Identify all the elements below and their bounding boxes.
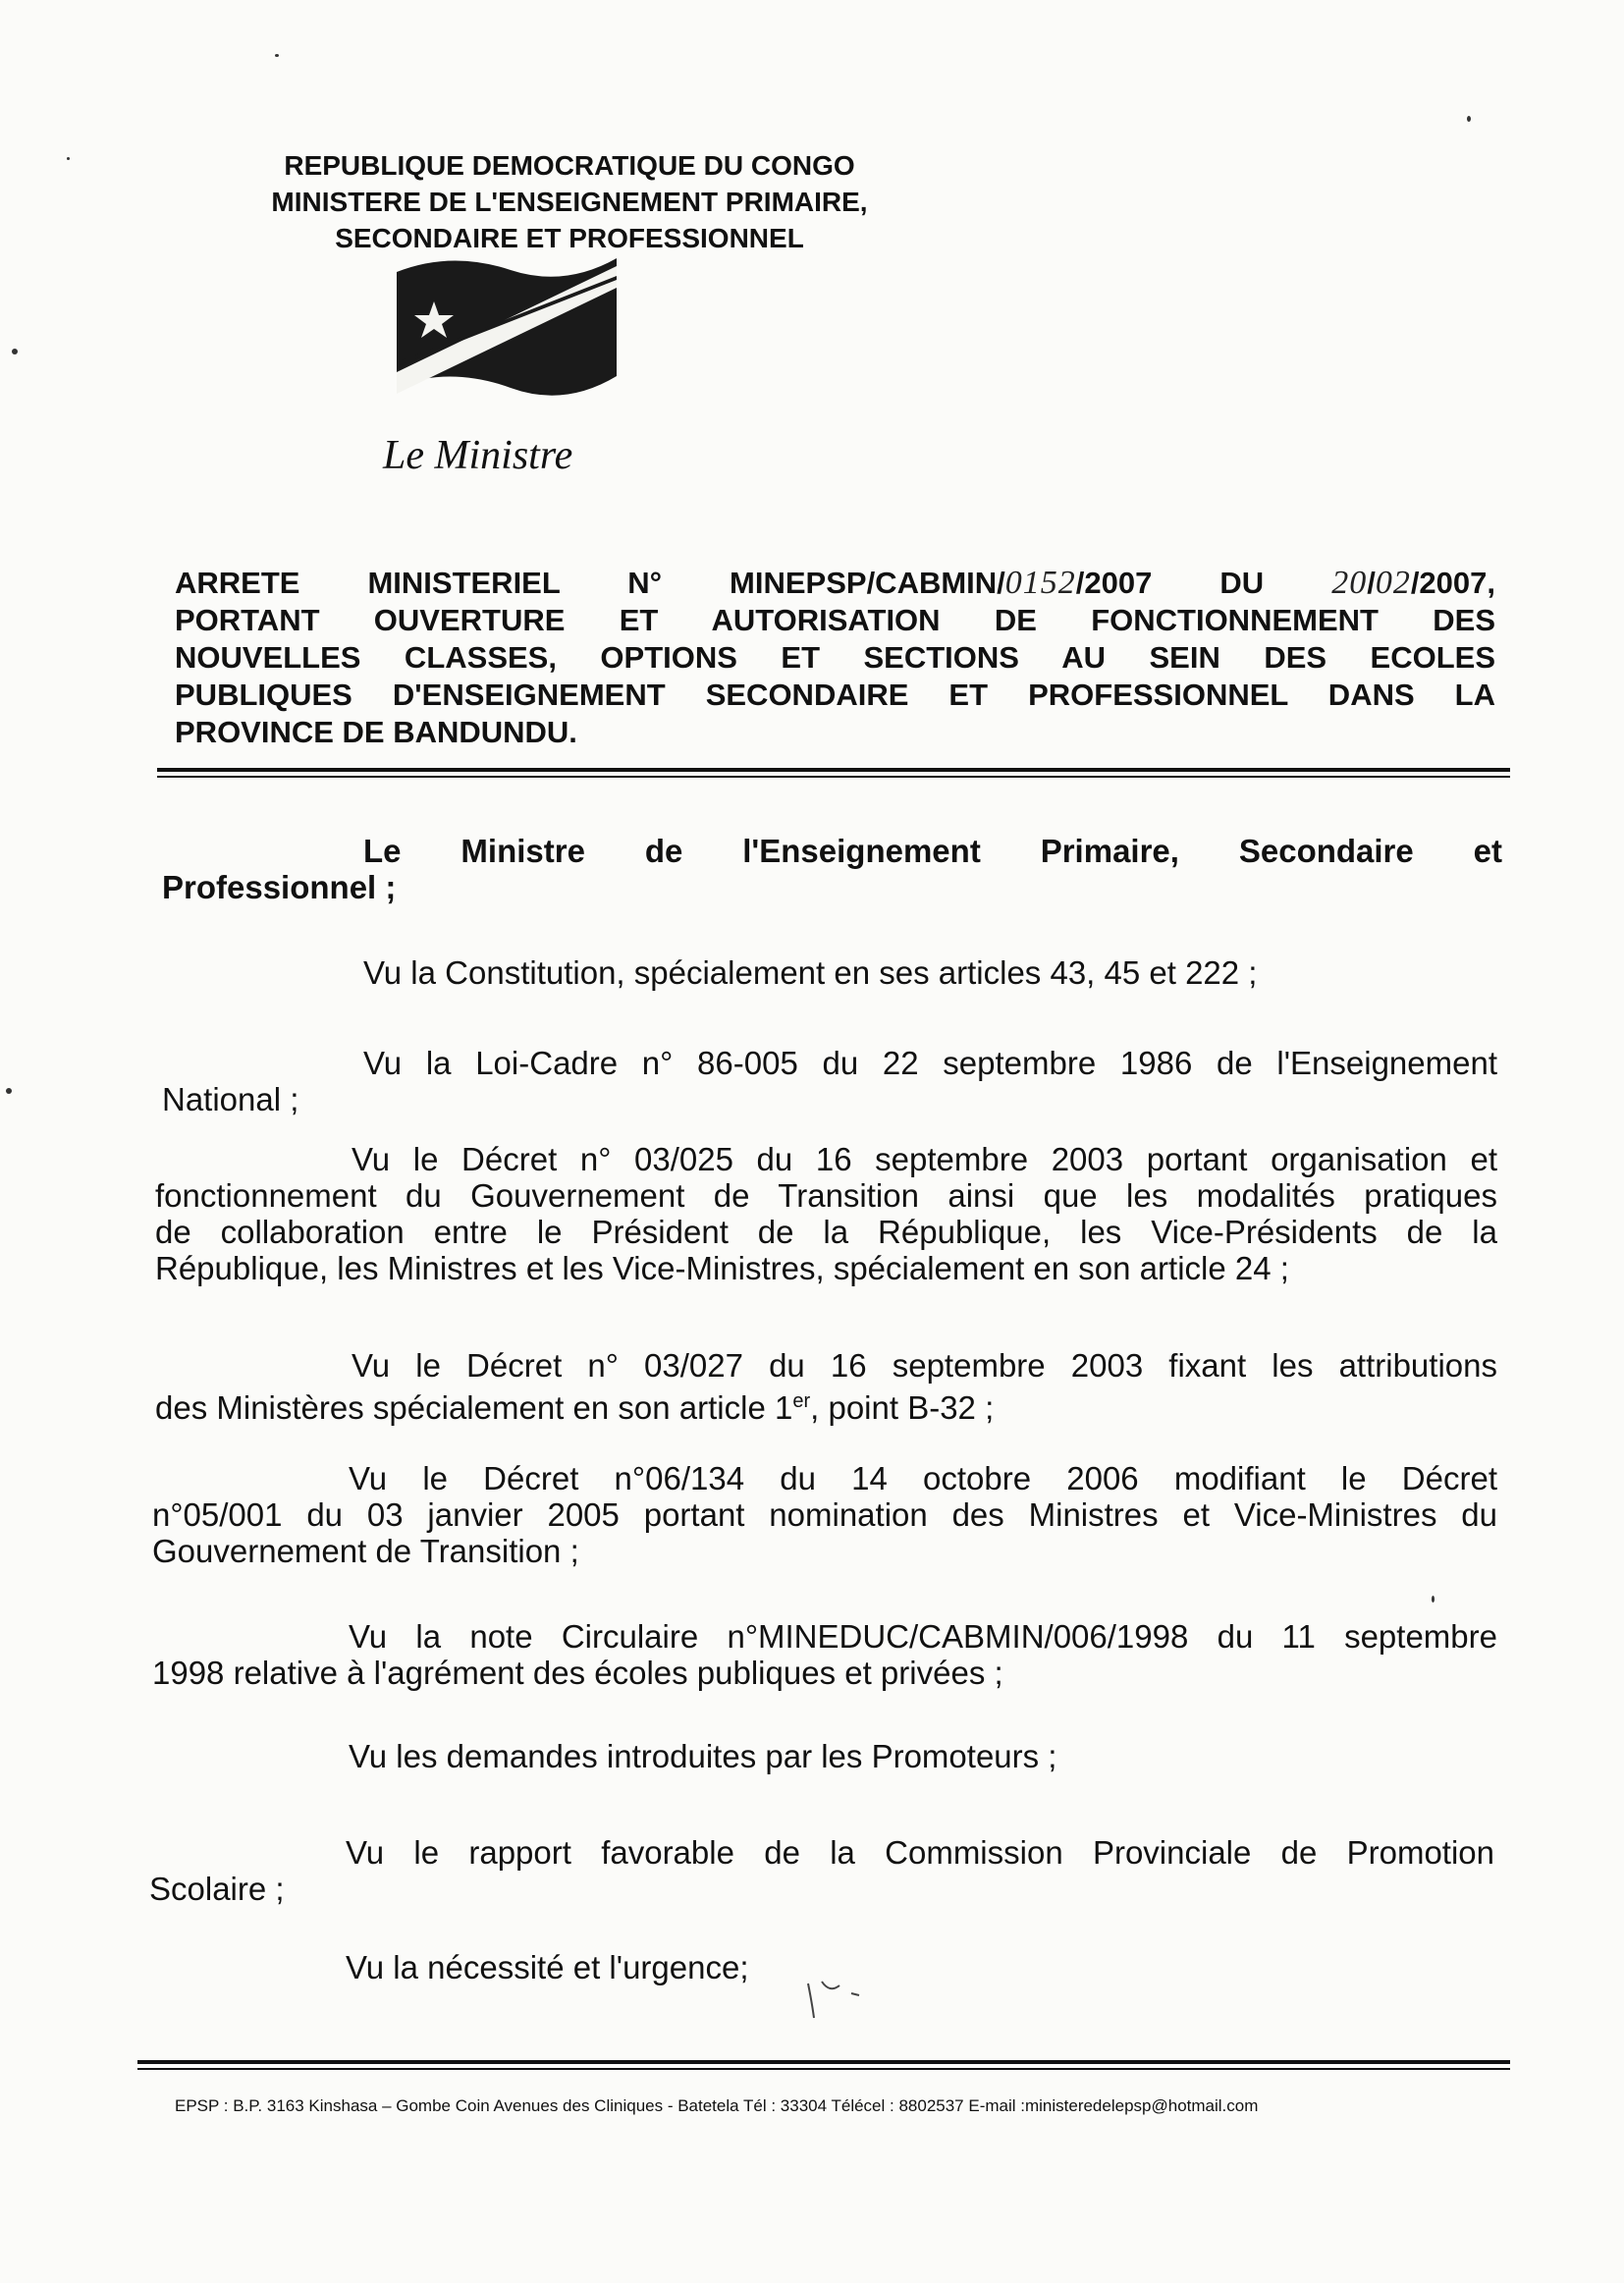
handwritten-month: 02	[1375, 565, 1411, 601]
vu-note-circulaire	[152, 1618, 1497, 1691]
flag-emblem-icon	[393, 250, 621, 408]
circulaire-line-2: 1998 relative à l'agrément des écoles publiques et privées ;	[152, 1655, 1003, 1691]
decret-025-line-1: Vu le Décret n° 03/025 du 16 septembre 2003 portant organisation et	[352, 1141, 1497, 1177]
letterhead-ministry: MINISTERE DE L'ENSEIGNEMENT PRIMAIRE,	[271, 187, 868, 217]
arrete-prefix: ARRETE MINISTERIEL N° MINEPSP/CABMIN/	[175, 566, 1005, 600]
vu-decret-03-025	[155, 1141, 1497, 1286]
arrete-line-2: PORTANT OUVERTURE ET AUTORISATION DE FONCTIONNEMENT DES	[175, 603, 1495, 637]
vu-demandes-text: Vu les demandes introduites par les Promoteurs ;	[349, 1738, 1057, 1774]
vu-loi-cadre-line-1: Vu la Loi-Cadre n° 86-005 du 22 septembre 1986 de l'Enseignement	[363, 1045, 1497, 1081]
arrete-year-du: /2007 DU	[1075, 566, 1265, 600]
letterhead	[196, 147, 943, 256]
preamble-line-2: Professionnel ;	[162, 869, 397, 905]
preamble-line-1: Le Ministre de l'Enseignement Primaire, Secondaire et	[363, 833, 1502, 869]
decret-027-line-1: Vu le Décret n° 03/027 du 16 septembre 2003 fixant les attributions	[352, 1347, 1497, 1384]
decret-025-line-2: fonctionnement du Gouvernement de Transition ainsi que les modalités pratiques	[155, 1177, 1497, 1214]
circulaire-line-1: Vu la note Circulaire n°MINEDUC/CABMIN/006/1998 du 11 septembre	[349, 1618, 1497, 1655]
handwritten-number: 0152	[1004, 565, 1076, 601]
decret-025-line-4: République, les Ministres et les Vice-Ministres, spécialement en son article 24 ;	[155, 1250, 1289, 1286]
arrete-year-end: /2007,	[1410, 566, 1496, 600]
arrete-line-3: NOUVELLES CLASSES, OPTIONS ET SECTIONS AU SEIN DES ECOLES	[175, 640, 1495, 675]
vu-constitution	[363, 954, 1257, 991]
decret-027-point: , point B-32 ;	[810, 1389, 995, 1426]
decret-134-line-2: n°05/001 du 03 janvier 2005 portant nomination des Ministres et Vice-Ministres du	[152, 1496, 1497, 1533]
vu-constitution-text: Vu la Constitution, spécialement en ses articles 43, 45 et 222 ;	[363, 954, 1258, 991]
handwritten-day: 20	[1331, 565, 1368, 601]
vu-necessite-text: Vu la nécessité et l'urgence;	[346, 1949, 749, 1985]
vu-demandes	[349, 1738, 1056, 1774]
arrete-line-4: PUBLIQUES D'ENSEIGNEMENT SECONDAIRE ET PROFESSIONNEL DANS LA	[175, 678, 1495, 712]
arrete-line-5: PROVINCE DE BANDUNDU.	[175, 715, 577, 749]
vu-decret-06-134	[152, 1460, 1497, 1569]
preamble-minister	[162, 833, 1502, 905]
rapport-line-2: Scolaire ;	[149, 1871, 285, 1907]
letterhead-republic: REPUBLIQUE DEMOCRATIQUE DU CONGO	[284, 150, 855, 181]
vu-loi-cadre	[162, 1045, 1497, 1117]
handwritten-mark-icon	[800, 1964, 879, 2023]
letterhead-ministry-cont: SECONDAIRE ET PROFESSIONNEL	[335, 223, 804, 253]
date-separator: /	[1367, 566, 1376, 600]
minister-title: Le Ministre	[383, 433, 573, 478]
arrete-heading	[175, 565, 1495, 751]
vu-rapport	[149, 1834, 1494, 1907]
rapport-line-1: Vu le rapport favorable de la Commission Provinciale de Promotion	[346, 1834, 1494, 1871]
decret-025-line-3: de collaboration entre le Président de la République, les Vice-Présidents de la	[155, 1214, 1497, 1250]
vu-loi-cadre-line-2: National ;	[162, 1081, 299, 1117]
vu-decret-03-027	[155, 1347, 1497, 1426]
arrete-line-1	[175, 565, 1495, 602]
footer-divider	[137, 2060, 1510, 2070]
vu-necessite	[346, 1949, 749, 1985]
heading-divider	[157, 768, 1510, 778]
decret-027-line-2	[155, 1384, 1497, 1426]
footer-address: EPSP : B.P. 3163 Kinshasa – Gombe Coin Avenues des Cliniques - Batetela Tél : 33304 Télécel : 8802537 E-mail :ministeredelepsp@hotmail.com	[175, 2096, 1259, 2115]
decret-134-line-3: Gouvernement de Transition ;	[152, 1533, 579, 1569]
decret-134-line-1: Vu le Décret n°06/134 du 14 octobre 2006 modifiant le Décret	[349, 1460, 1497, 1496]
superscript-er: er	[792, 1390, 811, 1412]
decret-027-text: des Ministères spécialement en son article 1	[155, 1389, 793, 1426]
